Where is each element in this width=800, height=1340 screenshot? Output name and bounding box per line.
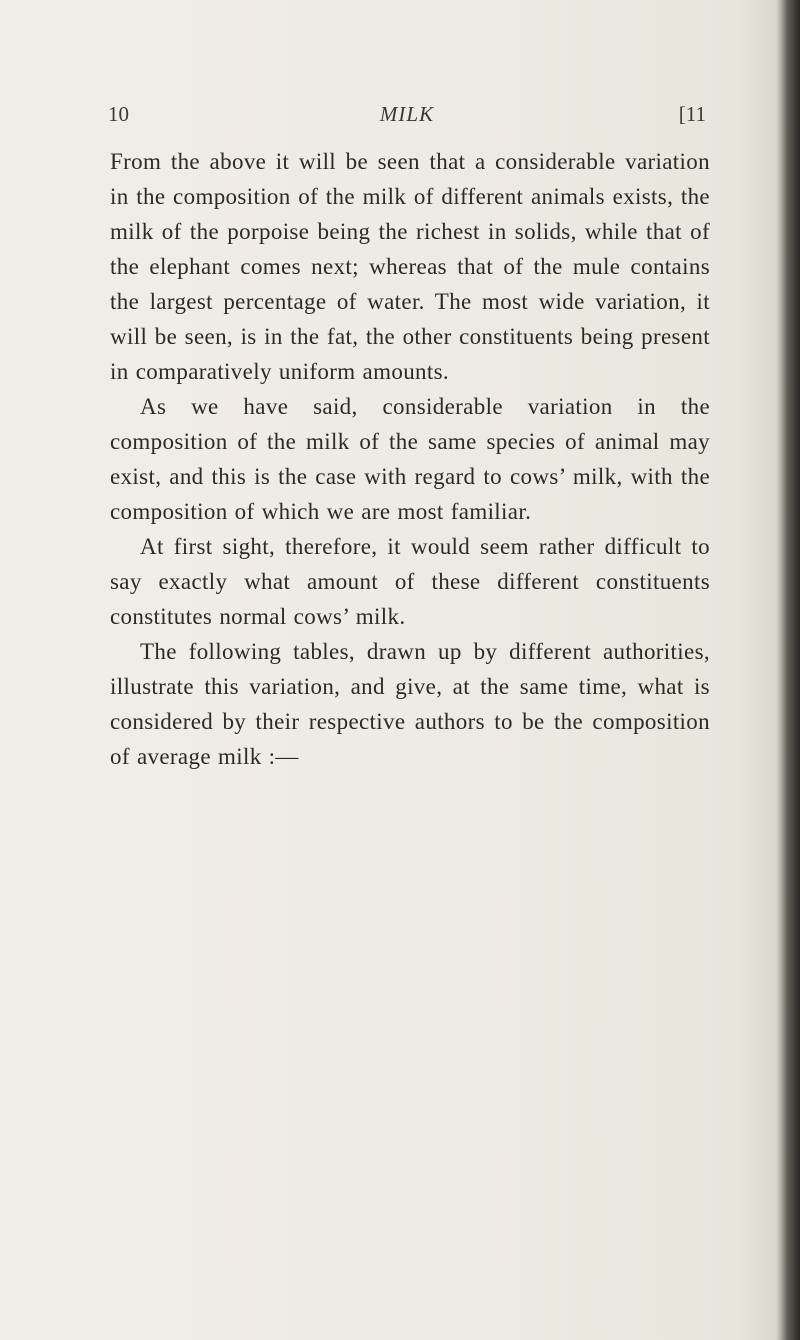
section-mark: [11 — [678, 102, 706, 126]
running-header — [108, 102, 706, 134]
paragraph: As we have said, considerable variation in the composition of the milk of the same species of animal may exist, and this is the case with regard to cows’ milk, with the composition of which we are most familiar. — [110, 394, 710, 524]
paragraph: The following tables, drawn up by different authorities, illustrate this variation, and give, at the same time, what is considered by their respective authors to be the composition of average milk :— — [110, 639, 710, 769]
page-edge-shadow — [782, 0, 800, 1340]
body-text — [110, 144, 710, 774]
page-number: 10 — [108, 102, 129, 126]
running-title: MILK — [379, 102, 435, 126]
paragraph: At first sight, therefore, it would seem rather difficult to say exactly what amount of these different constituents constitutes normal cows’ milk. — [110, 534, 710, 629]
paragraph: From the above it will be seen that a considerable variation in the composition of the milk of different animals exists, the milk of the porpoise being the richest in solids, while that of the elephant comes next; whereas that of the mule contains the largest percentage of water. The most wide variation, it will be seen, is in the fat, the other constituents being present in comparatively uniform amounts. — [110, 149, 710, 384]
